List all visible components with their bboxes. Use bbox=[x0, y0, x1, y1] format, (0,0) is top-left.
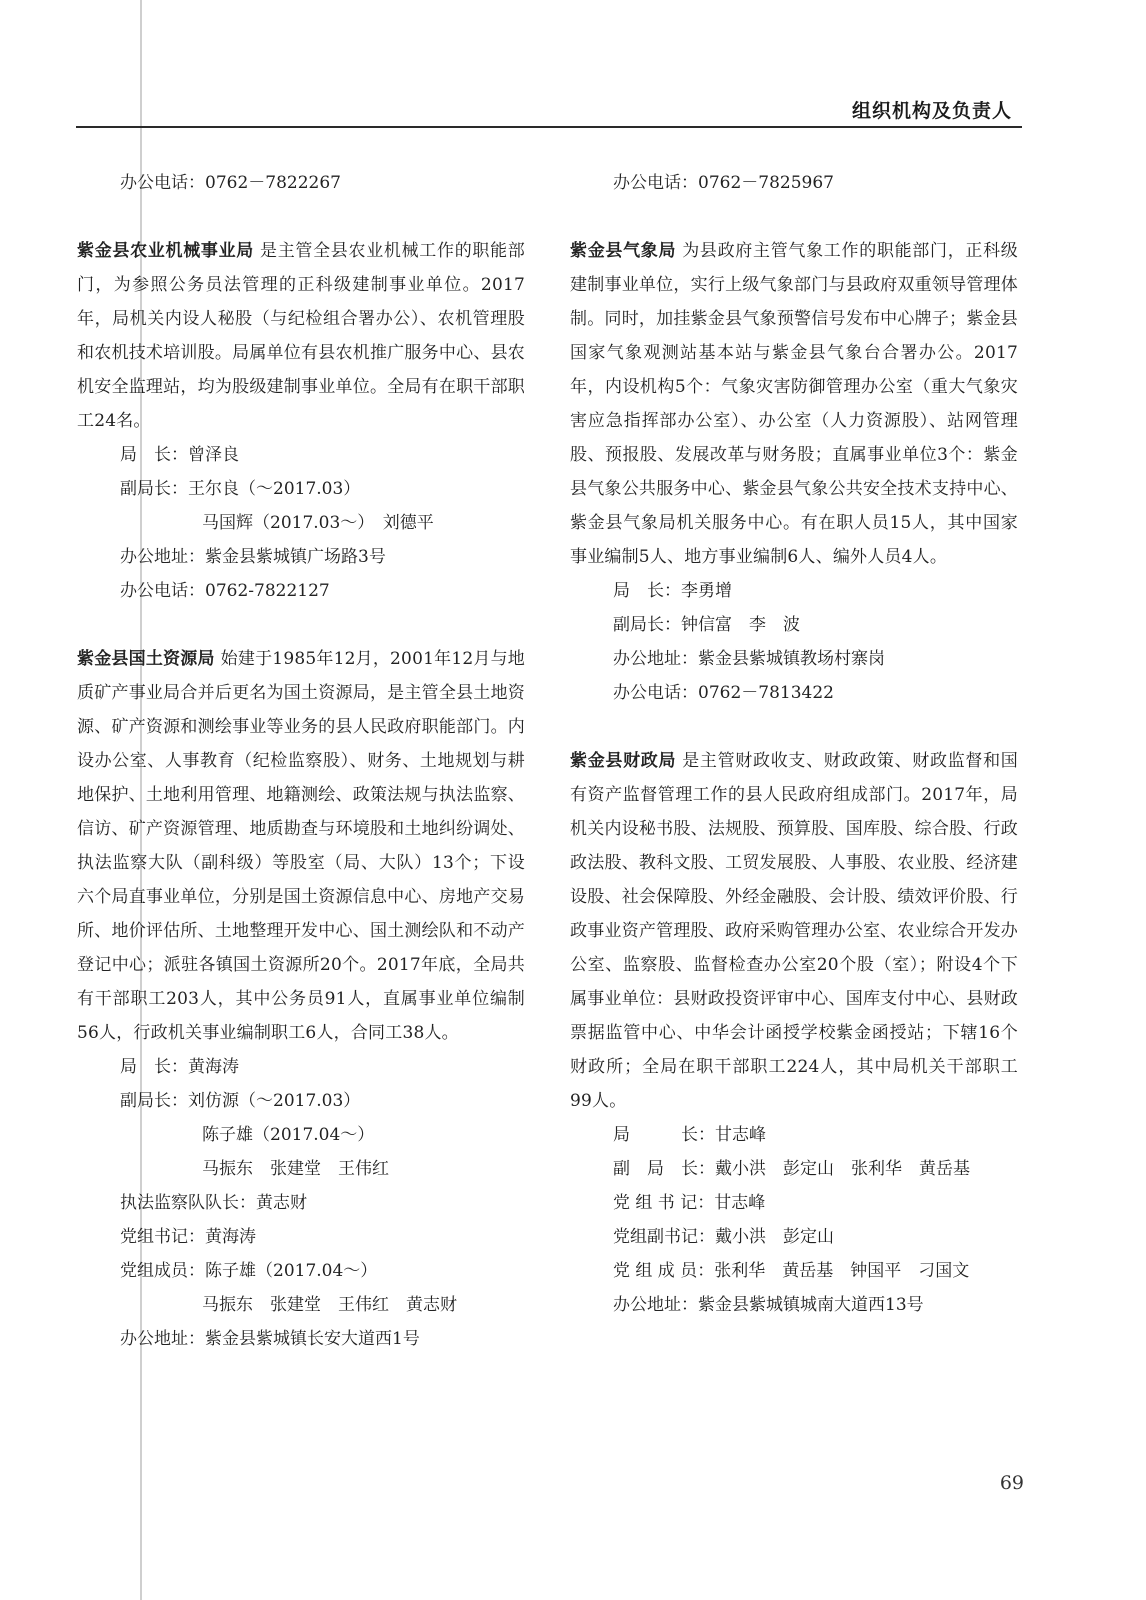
deputy-line: 副 局 长：戴小洪 彭定山 张利华 黄岳基 bbox=[613, 1159, 970, 1179]
deputy-line: 副局长：王尔良（～2017.03） bbox=[120, 479, 361, 499]
office-phone: 办公电话：0762－7813422 bbox=[613, 683, 834, 703]
office-phone: 办公电话：0762－7822267 bbox=[120, 173, 341, 193]
party-members-line: 党组成员：陈子雄（2017.04～） bbox=[120, 1261, 378, 1281]
org-description: 始建于1985年12月，2001年12月与地质矿产事业局合并后更名为国土资源局，是主管全县土地资源、矿产资源和测绘事业等业务的县人民政府职能部门。内设办公室、人事教育（纪检监察股）、财务、土地规划与耕地保护、土地利用管理、地籍测绘、政策法规与执法监察、信访、矿产资源管理、地质勘查与环境股和土地纠纷调处、执法监察大队（副科级）等股室（局、大队）13个；下设六个局直事业单位，分别是国土资源信息中心、房地产交易所、地价评估所、土地整理开发中心、国土测绘队和不动产登记中心；派驻各镇国土资源所20个。2017年底，全局共有干部职工203人，其中公务员91人，直属事业单位编制56人，行政机关事业编制职工6人，合同工38人。 bbox=[77, 649, 525, 1043]
office-address: 办公地址：紫金县紫城镇城南大道西13号 bbox=[613, 1295, 924, 1315]
enforcement-captain-line: 执法监察队队长：黄志财 bbox=[120, 1193, 307, 1213]
deputy-line: 副局长：钟信富 李 波 bbox=[613, 615, 800, 635]
org-description: 为县政府主管气象工作的职能部门，正科级建制事业单位，实行上级气象部门与县政府双重领导管理体制。同时，加挂紫金县气象预警信号发布中心牌子；紫金县国家气象观测站基本站与紫金县气象台合署办公。2017年，内设机构5个：气象灾害防御管理办公室（重大气象灾害应急指挥部办公室）、办公室（人力资源股）、站网管理股、预报股、发展改革与财务股；直属事业单位3个：紫金县气象公共服务中心、紫金县气象公共安全技术支持中心、紫金县气象局机关服务中心。有在职人员15人，其中国家事业编制5人、地方事业编制6人、编外人员4人。 bbox=[570, 241, 1018, 567]
party-members-line-cont: 马振东 张建堂 王伟红 黄志财 bbox=[202, 1295, 457, 1315]
org-name: 紫金县气象局 bbox=[570, 241, 677, 261]
office-address: 办公地址：紫金县紫城镇长安大道西1号 bbox=[120, 1329, 420, 1349]
org-name: 紫金县财政局 bbox=[570, 751, 677, 771]
party-secretary-line: 党组书记：黄海涛 bbox=[120, 1227, 256, 1247]
director-line: 局 长：曾泽良 bbox=[120, 445, 239, 465]
office-phone: 办公电话：0762－7825967 bbox=[613, 173, 834, 193]
office-address: 办公地址：紫金县紫城镇教场村寨岗 bbox=[613, 649, 885, 669]
org-entry-land-resources bbox=[77, 642, 525, 1050]
header-rule bbox=[76, 126, 1022, 128]
office-address: 办公地址：紫金县紫城镇广场路3号 bbox=[120, 547, 386, 567]
left-column bbox=[77, 166, 525, 1356]
deputy-line-cont: 马振东 张建堂 王伟红 bbox=[202, 1159, 389, 1179]
right-column bbox=[570, 166, 1018, 1322]
director-line: 局 长：李勇增 bbox=[613, 581, 732, 601]
org-entry-finance bbox=[570, 744, 1018, 1118]
org-entry-meteorology bbox=[570, 234, 1018, 574]
page-number: 69 bbox=[999, 1472, 1024, 1494]
org-description: 是主管全县农业机械工作的职能部门，为参照公务员法管理的正科级建制事业单位。2017年，局机关内设人秘股（与纪检组合署办公）、农机管理股和农机技术培训股。局属单位有县农机推广服务中心、县农机安全监理站，均为股级建制事业单位。全局有在职干部职工24名。 bbox=[77, 241, 525, 431]
org-name: 紫金县国土资源局 bbox=[77, 649, 215, 669]
party-vice-secretary-line: 党组副书记：戴小洪 彭定山 bbox=[613, 1227, 834, 1247]
deputy-line: 副局长：刘仿源（～2017.03） bbox=[120, 1091, 361, 1111]
deputy-line-cont: 马国辉（2017.03～） 刘德平 bbox=[202, 513, 434, 533]
director-line: 局 长：黄海涛 bbox=[120, 1057, 239, 1077]
running-header: 组织机构及负责人 bbox=[851, 100, 1012, 122]
party-members-line: 党 组 成 员：张利华 黄岳基 钟国平 刁国文 bbox=[613, 1261, 970, 1281]
office-phone: 办公电话：0762-7822127 bbox=[120, 581, 330, 601]
director-line: 局 长：甘志峰 bbox=[613, 1125, 766, 1145]
org-entry-agri-machinery bbox=[77, 234, 525, 438]
party-secretary-line: 党 组 书 记：甘志峰 bbox=[613, 1193, 766, 1213]
deputy-line-cont: 陈子雄（2017.04～） bbox=[202, 1125, 375, 1145]
org-name: 紫金县农业机械事业局 bbox=[77, 241, 254, 261]
org-description: 是主管财政收支、财政政策、财政监督和国有资产监督管理工作的县人民政府组成部门。2017年，局机关内设秘书股、法规股、预算股、国库股、综合股、行政政法股、教科文股、工贸发展股、人事股、农业股、经济建设股、社会保障股、外经金融股、会计股、绩效评价股、行政事业资产管理股、政府采购管理办公室、农业综合开发办公室、监察股、监督检查办公室20个股（室）；附设4个下属事业单位：县财政投资评审中心、国库支付中心、县财政票据监管中心、中华会计函授学校紫金函授站；下辖16个财政所；全局在职干部职工224人，其中局机关干部职工99人。 bbox=[570, 751, 1018, 1111]
